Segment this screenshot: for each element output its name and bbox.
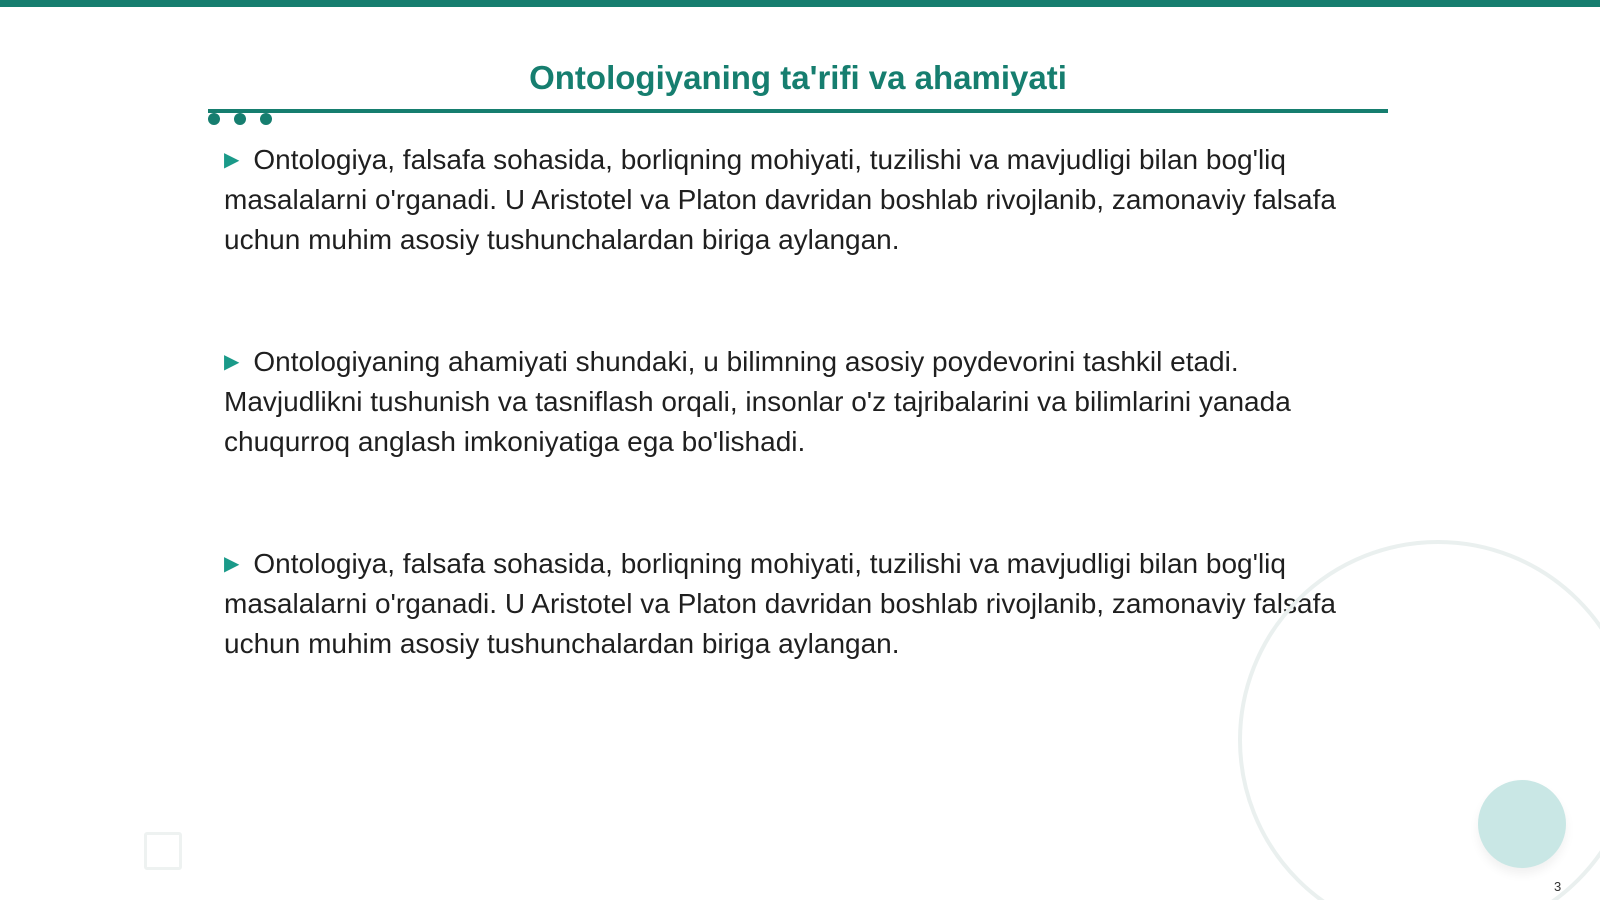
slide-title: Ontologiyaning ta'rifi va ahamiyati — [529, 59, 1067, 96]
bullet-text: Ontologiya, falsafa sohasida, borliqning mohiyati, tuzilishi va mavjudligi bilan bog'liq masalalarni o'rganadi. U Aristotel va Platon davridan boshlab rivojlanib, zamonaviy falsafa uchun muhim asosiy tushunchalardan biriga aylangan. — [224, 144, 1336, 255]
bullet-item — [224, 342, 1364, 462]
triangle-right-icon: ▶ — [224, 553, 240, 575]
bullet-item — [224, 544, 1364, 664]
decorative-square — [144, 832, 182, 870]
triangle-right-icon: ▶ — [224, 149, 240, 171]
decorative-dot — [234, 113, 246, 125]
bullet-text: Ontologiyaning ahamiyati shundaki, u bilimning asosiy poydevorini tashkil etadi. Mavjudlikni tushunish va tasniflash orqali, insonlar o'z tajribalarini va bilimlarini yanada chuqurroq anglash imkoniyatiga ega bo'lishadi. — [224, 346, 1291, 457]
decorative-dot — [260, 113, 272, 125]
decorative-dot — [208, 113, 220, 125]
page-number: 3 — [1554, 879, 1562, 894]
bullet-list — [224, 140, 1364, 746]
top-accent-bar — [0, 0, 1600, 7]
bullet-text: Ontologiya, falsafa sohasida, borliqning mohiyati, tuzilishi va mavjudligi bilan bog'liq masalalarni o'rganadi. U Aristotel va Platon davridan boshlab rivojlanib, zamonaviy falsafa uchun muhim asosiy tushunchalardan biriga aylangan. — [224, 548, 1336, 659]
decorative-circle — [1478, 780, 1566, 868]
bullet-item — [224, 140, 1364, 260]
triangle-right-icon: ▶ — [224, 351, 240, 373]
title-underline — [208, 109, 1388, 113]
